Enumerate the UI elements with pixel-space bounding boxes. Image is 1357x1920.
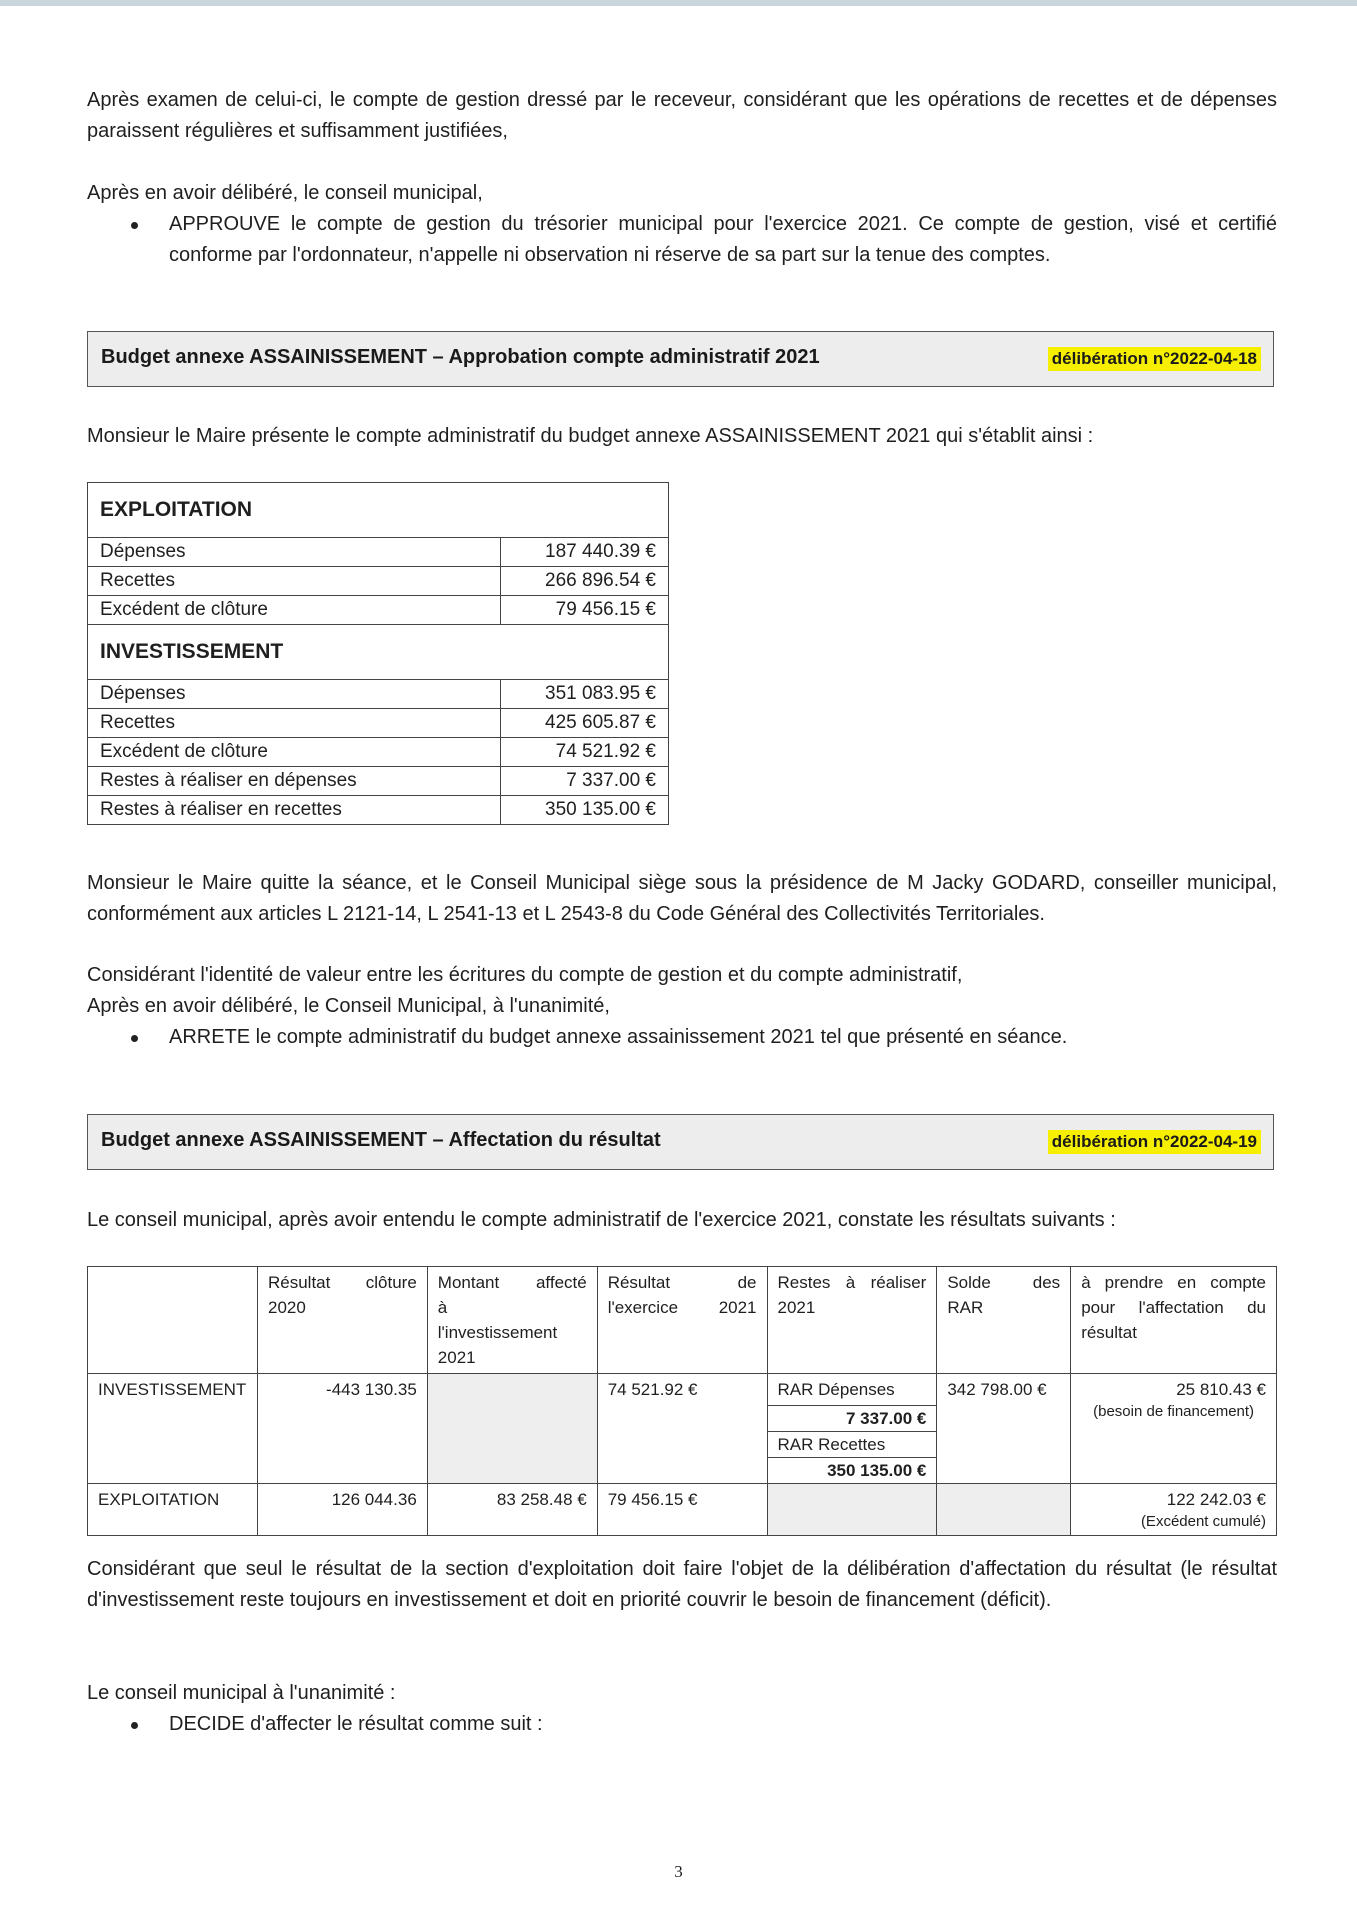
delibere-text: Après en avoir délibéré, le Conseil Municipal, à l'unanimité, bbox=[87, 995, 610, 1017]
row-value: 350 135.00 € bbox=[501, 796, 669, 825]
intro-deliberation-text: Après en avoir délibéré, le conseil municipal, bbox=[87, 182, 483, 204]
row-value: 351 083.95 € bbox=[501, 680, 669, 709]
deliberation-number: délibération n°2022-04-18 bbox=[1048, 347, 1261, 371]
considerant-affectation-paragraph bbox=[87, 1554, 1277, 1616]
scan-top-edge bbox=[0, 0, 1357, 6]
page-number: 3 bbox=[674, 1862, 683, 1881]
decide-bullet bbox=[87, 1709, 1277, 1740]
inv-a-prendre-value: 25 810.43 € bbox=[1176, 1380, 1266, 1399]
section-title: Budget annexe ASSAINISSEMENT – Approbation compte administratif 2021 bbox=[101, 346, 820, 368]
affectation-resultat-table bbox=[87, 1266, 1277, 1536]
exp-exercice: 79 456.15 € bbox=[597, 1484, 767, 1536]
table-row-investissement bbox=[88, 1374, 1277, 1484]
decide-text: DECIDE d'affecter le résultat comme suit : bbox=[169, 1713, 543, 1735]
decision-paragraph bbox=[87, 1678, 1277, 1740]
header-montant-affecte bbox=[427, 1267, 597, 1374]
row-value: 79 456.15 € bbox=[501, 596, 669, 625]
rar-dep-label: RAR Dépenses bbox=[768, 1374, 937, 1406]
table-row bbox=[88, 767, 669, 796]
row-value: 266 896.54 € bbox=[501, 567, 669, 596]
inv-exercice: 74 521.92 € bbox=[597, 1374, 767, 1484]
inv-affecte-empty bbox=[427, 1374, 597, 1484]
header-cloture-2020: Résultat clôture 2020 bbox=[257, 1267, 427, 1374]
inv-solde: 342 798.00 € bbox=[937, 1374, 1071, 1484]
row-label: Recettes bbox=[88, 709, 501, 738]
header-montant-line: l'investissement 2021 bbox=[437, 1323, 558, 1367]
compte-administratif-table bbox=[87, 482, 669, 825]
row-label: Restes à réaliser en dépenses bbox=[88, 767, 501, 796]
table-row bbox=[88, 596, 669, 625]
approuve-bullet bbox=[87, 209, 1277, 271]
intro-text: Après examen de celui-ci, le compte de gestion dressé par le receveur, considérant que les opérations de recettes et de dépenses paraissent régulières et suffisamment justifiées, bbox=[87, 89, 1277, 142]
unanimite-text: Le conseil municipal à l'unanimité : bbox=[87, 1682, 396, 1704]
table-header-row bbox=[88, 1267, 1277, 1374]
arrete-text: ARRETE le compte administratif du budget annexe assainissement 2021 tel que présenté en séance. bbox=[169, 1026, 1068, 1048]
header-empty-cell bbox=[88, 1267, 258, 1374]
table-row-exploitation bbox=[88, 1484, 1277, 1536]
inv-cloture: -443 130.35 bbox=[257, 1374, 427, 1484]
row-label: Excédent de clôture bbox=[88, 596, 501, 625]
exp-affecte: 83 258.48 € bbox=[427, 1484, 597, 1536]
row-label: Recettes bbox=[88, 567, 501, 596]
exp-cloture: 126 044.36 bbox=[257, 1484, 427, 1536]
row-value: 425 605.87 € bbox=[501, 709, 669, 738]
section1-intro bbox=[87, 421, 1277, 452]
row-label: Dépenses bbox=[88, 680, 501, 709]
exp-a-prendre bbox=[1071, 1484, 1277, 1536]
considerant-affectation-text: Considérant que seul le résultat de la section d'exploitation doit faire l'objet de la délibération d'affectation du résultat (le résultat d'investissement reste toujours en investissement et doit en priorité couvrir le besoin de financement (déficit). bbox=[87, 1558, 1277, 1611]
header-resultat-exercice: Résultat de l'exercice 2021 bbox=[597, 1267, 767, 1374]
exp-a-prendre-note: (Excédent cumulé) bbox=[1140, 1513, 1266, 1530]
section-banner-approbation bbox=[87, 331, 1274, 387]
section-banner-affectation bbox=[87, 1114, 1274, 1170]
intro-deliberation bbox=[87, 178, 1277, 271]
rar-dep-value: 7 337.00 € bbox=[768, 1406, 937, 1432]
considerant-text: Considérant l'identité de valeur entre les écritures du compte de gestion et du compte administratif, bbox=[87, 964, 963, 986]
row-label: INVESTISSEMENT bbox=[88, 1374, 258, 1484]
intro-paragraph bbox=[87, 85, 1277, 147]
section2-intro-text: Le conseil municipal, après avoir entendu le compte administratif de l'exercice 2021, constate les résultats suivants : bbox=[87, 1209, 1116, 1231]
bullet-dot-icon bbox=[131, 1035, 138, 1042]
maire-text: Monsieur le Maire quitte la séance, et le Conseil Municipal siège sous la présidence de M Jacky GODARD, conseiller municipal, conformément aux articles L 2121-14, L 2541-13 et L 2543-8 du Code Général des Collectivités Territoriales. bbox=[87, 872, 1277, 925]
section1-intro-text: Monsieur le Maire présente le compte administratif du budget annexe ASSAINISSEMENT 2021 qui s'établit ainsi : bbox=[87, 425, 1094, 447]
header-montant-line: à bbox=[437, 1298, 448, 1317]
row-label: Dépenses bbox=[88, 538, 501, 567]
inv-a-prendre-note: (besoin de financement) bbox=[1093, 1403, 1255, 1420]
table-row bbox=[88, 796, 669, 825]
row-label: Restes à réaliser en recettes bbox=[88, 796, 501, 825]
row-value: 187 440.39 € bbox=[501, 538, 669, 567]
approuve-text: APPROUVE le compte de gestion du trésorier municipal pour l'exercice 2021. Ce compte de gestion, visé et certifié conforme par l'ordonnateur, n'appelle ni observation ni réserve de sa part sur la tenue des comptes. bbox=[169, 213, 1277, 266]
row-label: Excédent de clôture bbox=[88, 738, 501, 767]
exp-rar-empty bbox=[767, 1484, 937, 1536]
rar-rec-label: RAR Recettes bbox=[768, 1432, 937, 1458]
considerant-paragraph bbox=[87, 960, 1277, 1053]
header-a-prendre: à prendre en compte pour l'affectation du résultat bbox=[1071, 1267, 1277, 1374]
table-row bbox=[88, 738, 669, 767]
header-solde-rar: Solde des RAR bbox=[937, 1267, 1071, 1374]
maire-paragraph bbox=[87, 868, 1277, 930]
inv-a-prendre bbox=[1071, 1374, 1277, 1484]
row-value: 74 521.92 € bbox=[501, 738, 669, 767]
table-row bbox=[88, 538, 669, 567]
inv-rar-cell bbox=[767, 1374, 937, 1484]
header-montant-line: Montant affecté bbox=[437, 1273, 587, 1292]
row-value: 7 337.00 € bbox=[501, 767, 669, 796]
exp-a-prendre-value: 122 242.03 € bbox=[1166, 1490, 1266, 1509]
section2-intro bbox=[87, 1205, 1277, 1236]
bullet-dot-icon bbox=[131, 1722, 138, 1729]
bullet-dot-icon bbox=[131, 222, 138, 229]
table-row bbox=[88, 567, 669, 596]
rar-rec-value: 350 135.00 € bbox=[827, 1461, 927, 1480]
exp-solde-empty bbox=[937, 1484, 1071, 1536]
table-row bbox=[88, 680, 669, 709]
deliberation-number: délibération n°2022-04-19 bbox=[1048, 1130, 1261, 1154]
investissement-heading: INVESTISSEMENT bbox=[88, 625, 669, 680]
header-restes-realiser: Restes à réaliser 2021 bbox=[767, 1267, 937, 1374]
table-row bbox=[88, 709, 669, 738]
row-label: EXPLOITATION bbox=[88, 1484, 258, 1536]
exploitation-heading: EXPLOITATION bbox=[88, 483, 669, 538]
arrete-bullet bbox=[87, 1022, 1277, 1053]
section-title: Budget annexe ASSAINISSEMENT – Affectation du résultat bbox=[101, 1129, 661, 1151]
